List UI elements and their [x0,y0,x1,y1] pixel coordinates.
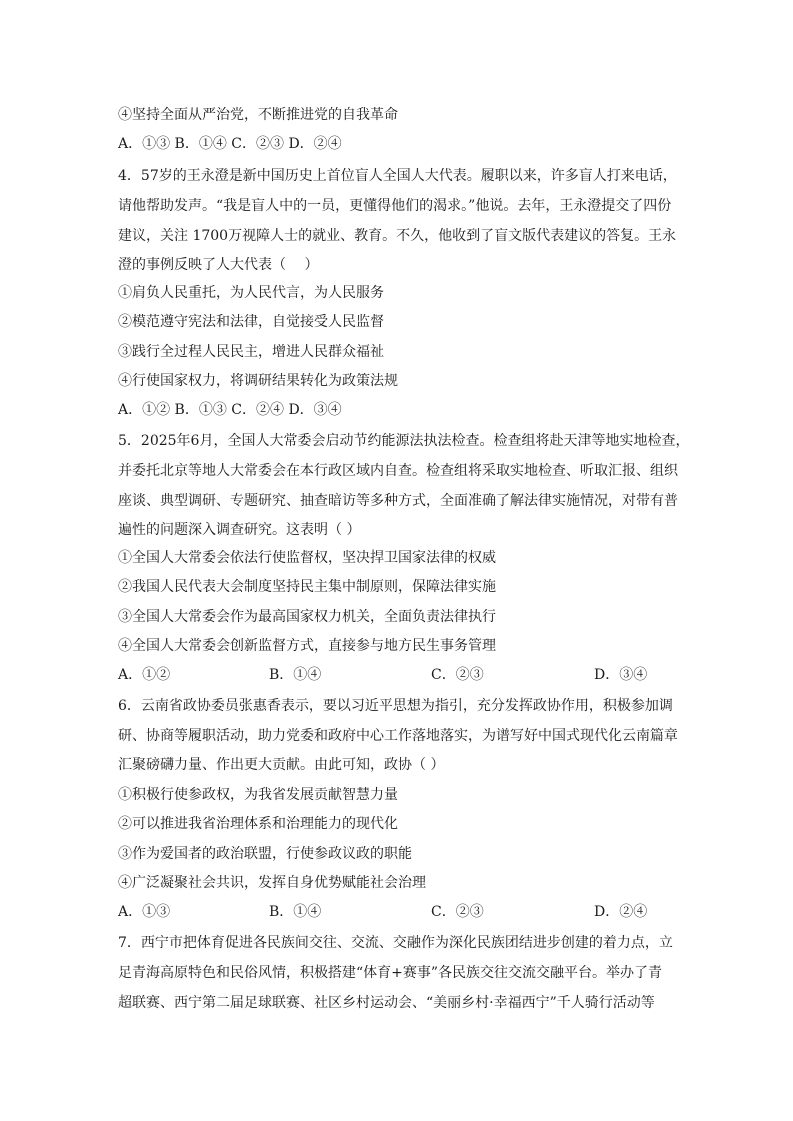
q4-options: A．①② B．①③ C．②④ D．③④ [118,402,342,418]
q3-item-4: ④坚持全面从严治党，不断推进党的自我革命 [118,107,398,123]
q4-stem-line-1: 4．57岁的王永澄是新中国历史上首位盲人全国人大代表。履职以来，许多盲人打来电话， [118,168,677,184]
q4-item-1: ①肩负人民重托，为人民代言，为人民服务 [118,285,384,301]
q5-option-d: D．③④ [594,667,648,683]
q6-options [118,902,680,922]
q6-option-c: C．②③ [431,904,484,920]
q6-stem-line-2: 研、协商等履职活动，助力党委和政府中心工作落地落实，为谱写好中国式现代化云南篇章 [118,728,678,744]
q5-stem-line-3: 座谈、典型调研、专题研究、抽查暗访等多种方式，全面准确了解法律实施情况，对带有普 [118,493,678,509]
q5-stem-line-2: 并委托北京等地人大常委会在本行政区域内自查。检查组将采取实地检查、听取汇报、组织 [118,463,678,479]
q6-option-d: D．②④ [594,904,648,920]
q6-option-b: B．①④ [269,904,322,920]
q6-option-a: A．①③ [118,904,171,920]
q4-stem-line-3: 建议，关注 1700万视障人士的就业、教育。不久，他收到了盲文版代表建议的答复。王永 [118,228,677,244]
q6-item-2: ②可以推进我省治理体系和治理能力的现代化 [118,816,398,832]
q4-item-4: ④行使国家权力，将调研结果转化为政策法规 [118,373,398,389]
q7-stem-line-2: 足青海高原特色和民俗风情，积极搭建“体育+赛事”各民族交往交流交融平台。举办了青 [118,965,663,981]
q5-options [118,665,680,685]
q4-stem-line-2: 请他帮助发声。“我是盲人中的一员，更懂得他们的渴求。”他说。去年，王永澄提交了四份 [118,198,672,214]
q5-option-a: A．①② [118,667,171,683]
q3-options: A．①③ B．①④ C．②③ D．②④ [118,136,342,152]
q5-option-c: C．②③ [431,667,484,683]
q6-item-3: ③作为爱国者的政治联盟，行使参政议政的职能 [118,846,412,862]
q4-item-3: ③践行全过程人民民主，增进人民群众福祉 [118,344,384,360]
q5-item-2: ②我国人民代表大会制度坚持民主集中制原则，保障法律实施 [118,579,496,595]
q4-item-2: ②模范遵守宪法和法律，自觉接受人民监督 [118,314,384,330]
q4-stem-line-4: 澄的事例反映了人大代表（ ） [118,257,319,273]
q6-item-4: ④广泛凝聚社会共识，发挥自身优势赋能社会治理 [118,875,426,891]
q6-stem-line-1: 6．云南省政协委员张惠香表示，要以习近平思想为指引，充分发挥政协作用，积极参加调 [118,698,673,714]
q7-stem-line-3: 超联赛、西宁第二届足球联赛、社区乡村运动会、“美丽乡村·幸福西宁”千人骑行活动等 [118,995,655,1011]
q5-stem-line-1: 5．2025年6月，全国人大常委会启动节约能源法执法检查。检查组将赴天津等地实地检查， [118,433,690,449]
q6-stem-line-3: 汇聚磅礴力量、作出更大贡献。由此可知，政协（ ） [118,757,445,773]
q5-stem-line-4: 遍性的问题深入调查研究。这表明（ ） [118,522,361,538]
q5-option-b: B．①④ [269,667,322,683]
q5-item-4: ④全国人大常委会创新监督方式，直接参与地方民生事务管理 [118,638,496,654]
q6-item-1: ①积极行使参政权，为我省发展贡献智慧力量 [118,787,398,803]
q5-item-1: ①全国人大常委会依法行使监督权，坚决捍卫国家法律的权威 [118,550,496,566]
q5-item-3: ③全国人大常委会作为最高国家权力机关，全面负责法律执行 [118,609,496,625]
q7-stem-line-1: 7．西宁市把体育促进各民族间交往、交流、交融作为深化民族团结进步创建的着力点，立 [118,935,673,951]
